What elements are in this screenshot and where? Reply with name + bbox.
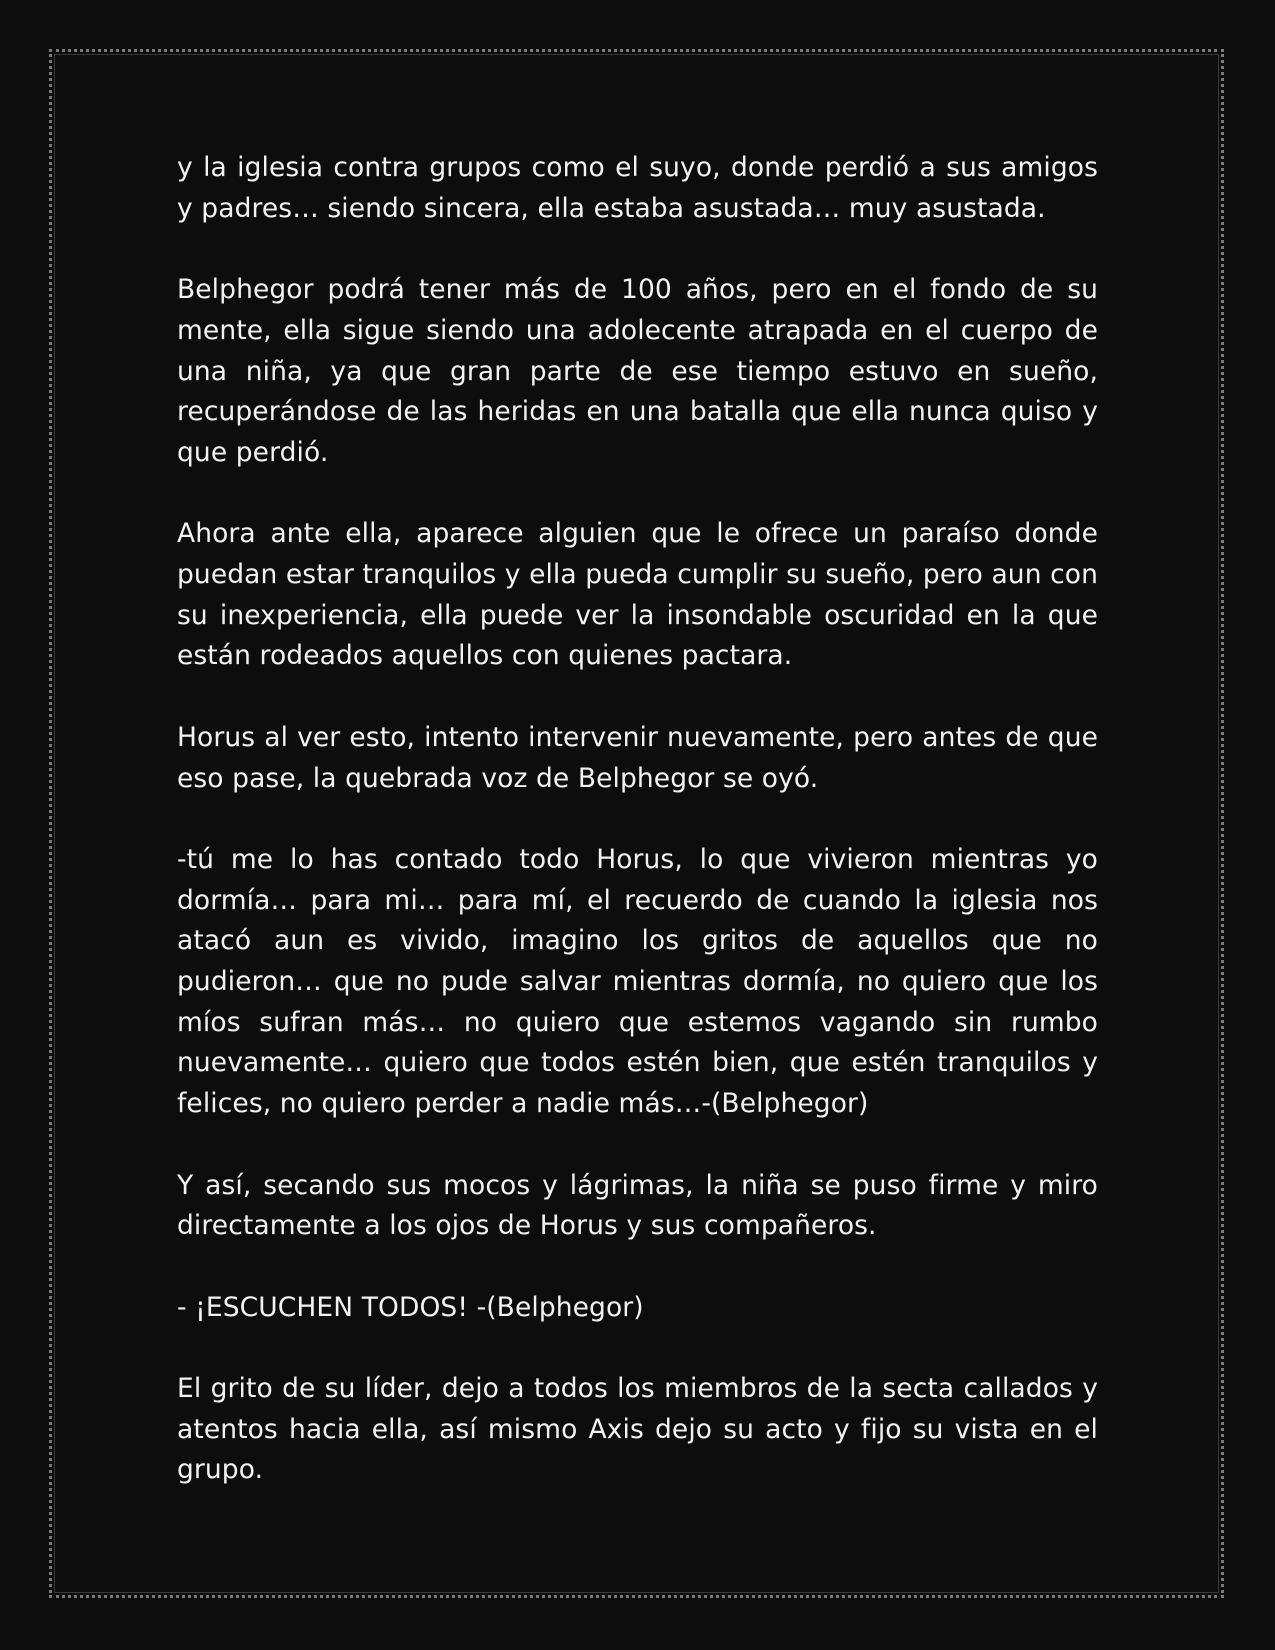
paragraph-4: Horus al ver esto, intento intervenir nuevamente, pero antes de que eso pase, la quebrada voz de Belphegor se oyó.: [177, 721, 1098, 794]
paragraph-8: El grito de su líder, dejo a todos los miembros de la secta callados y atentos hacia ella, así mismo Axis dejo su acto y fijo su vista en el grupo.: [177, 1372, 1098, 1486]
paragraph-1: y la iglesia contra grupos como el suyo, donde perdió a sus amigos y padres… siendo sincera, ella estaba asustada… muy asustada.: [177, 152, 1098, 224]
paragraph-3: Ahora ante ella, aparece alguien que le ofrece un paraíso donde puedan estar tranquilos y ella pueda cumplir su sueño, pero aun con su inexperiencia, ella puede ver la insondable oscuridad en la que están rodeados aquellos con quienes pactara.: [177, 518, 1099, 672]
paragraph-7: - ¡ESCUCHEN TODOS! -(Belphegor): [177, 1291, 644, 1323]
document-body: [177, 148, 1098, 1491]
paragraph-2: Belphegor podrá tener más de 100 años, pero en el fondo de su mente, ella sigue siendo una adolecente atrapada en el cuerpo de una niña, ya que gran parte de ese tiempo estuvo en sueño, recuperándose de las heridas en una batalla que ella nunca quiso y que perdió.: [177, 274, 1098, 468]
paragraph-6: Y así, secando sus mocos y lágrimas, la niña se puso firme y miro directamente a los ojos de Horus y sus compañeros.: [177, 1169, 1098, 1242]
paragraph-5: -tú me lo has contado todo Horus, lo que vivieron mientras yo dormía… para mi… para mí, el recuerdo de cuando la iglesia nos atacó aun es vivido, imagino los gritos de aquellos que no pudieron… que no pude salvar mientras dormía, no quiero que los míos sufran más… no quiero que estemos vagando sin rumbo nuevamente… quiero que todos estén bien, que estén tranquilos y felices, no quiero perder a nadie más…-(Belphegor): [177, 843, 1098, 1120]
